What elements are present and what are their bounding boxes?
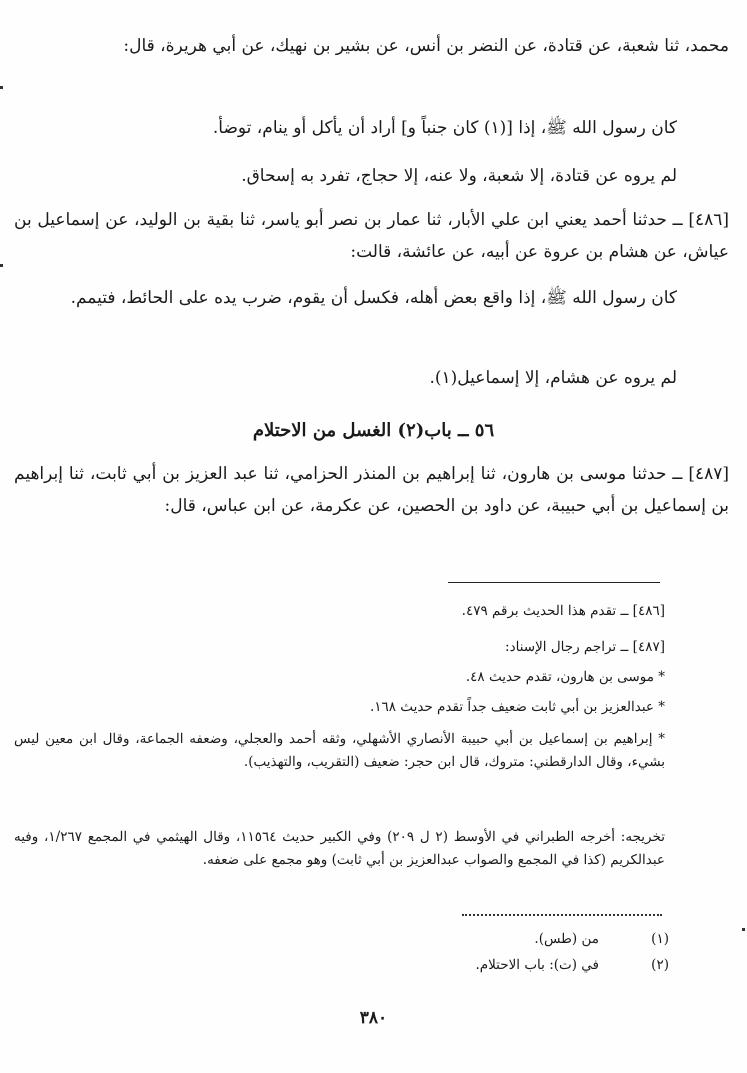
scan-mark — [0, 86, 3, 89]
hadith-486-text: كان رسول الله ﷺ، إذا واقع بعض أهله، فكسل أن يقوم، ضرب يده على الحائط، فتيمم. — [70, 288, 677, 308]
hadith-486-isnad: [٤٨٦] ــ حدثنا أحمد يعني ابن علي الأبار، ثنا عمار بن نصر أبو ياسر، ثنا بقية بن الوليد، عن إسماعيل بن عياش، عن هشام بن عروة عن أبيه، عن عائشة، قالت: — [14, 210, 729, 262]
variant-note-number: (٢) — [651, 957, 669, 973]
hadith-487-isnad: [٤٨٧] ــ حدثنا موسى بن هارون، ثنا إبراهيم بن المنذر الحزامي، ثنا عبد العزيز بن أبي ثابت، ثنا إبراهيم بن إسماعيل بن أبي حبيبة، عن داود بن الحصين، عن عكرمة، عن ابن عباس، قال: — [14, 464, 729, 516]
commentary-486: لم يروه عن هشام، إلا إسماعيل(١). — [429, 368, 677, 388]
footnote-487-title: [٤٨٧] ــ تراجم رجال الإسناد: — [505, 639, 665, 655]
footnote-487-item: * عبدالعزيز بن أبي ثابت ضعيف جداً تقدم حديث ١٦٨. — [369, 699, 665, 715]
variant-note-text: من (طس). — [534, 931, 599, 947]
footnote-takhrij: تخريجه: أخرجه الطبراني في الأوسط (٢ ل ٢٠٩) وفي الكبير حديث ١١٥٦٤، وقال الهيثمي في المجمع ١/٢٦٧، وفيه عبدالكريم (كذا في المجمع والصواب عبدالعزيز بن أبي ثابت) وهو مجمع على ضعفه. — [14, 829, 665, 868]
page-number: ٣٨٠ — [359, 1008, 388, 1028]
chapter-heading: ٥٦ ــ باب(٢) الغسل من الاحتلام — [252, 420, 495, 441]
variants-separator — [462, 914, 662, 916]
scan-mark — [0, 264, 3, 267]
footnote-487-item: * موسى بن هارون، تقدم حديث ٤٨. — [465, 669, 665, 685]
commentary-1: لم يروه عن قتادة، إلا شعبة، ولا عنه، إلا حجاج، تفرد به إسحاق. — [241, 166, 677, 186]
hadith-text-1: كان رسول الله ﷺ، إذا [(١) كان جنباً و] أراد أن يأكل أو ينام، توضأ. — [212, 118, 677, 138]
paragraph-isnad-1: محمد، ثنا شعبة، عن قتادة، عن النضر بن أنس، عن بشير بن نهيك، عن أبي هريرة، قال: — [123, 36, 729, 56]
scan-mark — [742, 928, 745, 931]
variant-note-number: (١) — [651, 931, 669, 947]
footnote-separator — [448, 582, 660, 583]
variant-note — [300, 928, 669, 951]
footnote-487-item: * إبراهيم بن إسماعيل بن أبي حبيبة الأنصاري الأشهلي، وثقه أحمد والعجلي، وضعفه الجماعة، وقال ابن معين ليس بشيء، وقال الدارقطني: متروك، قال ابن حجر: ضعيف (التقريب، والتهذيب). — [14, 731, 665, 770]
variant-note-text: في (ت): باب الاحتلام. — [475, 957, 599, 973]
variant-note — [300, 954, 669, 977]
footnote-486: [٤٨٦] ــ تقدم هذا الحديث برقم ٤٧٩. — [461, 603, 665, 619]
